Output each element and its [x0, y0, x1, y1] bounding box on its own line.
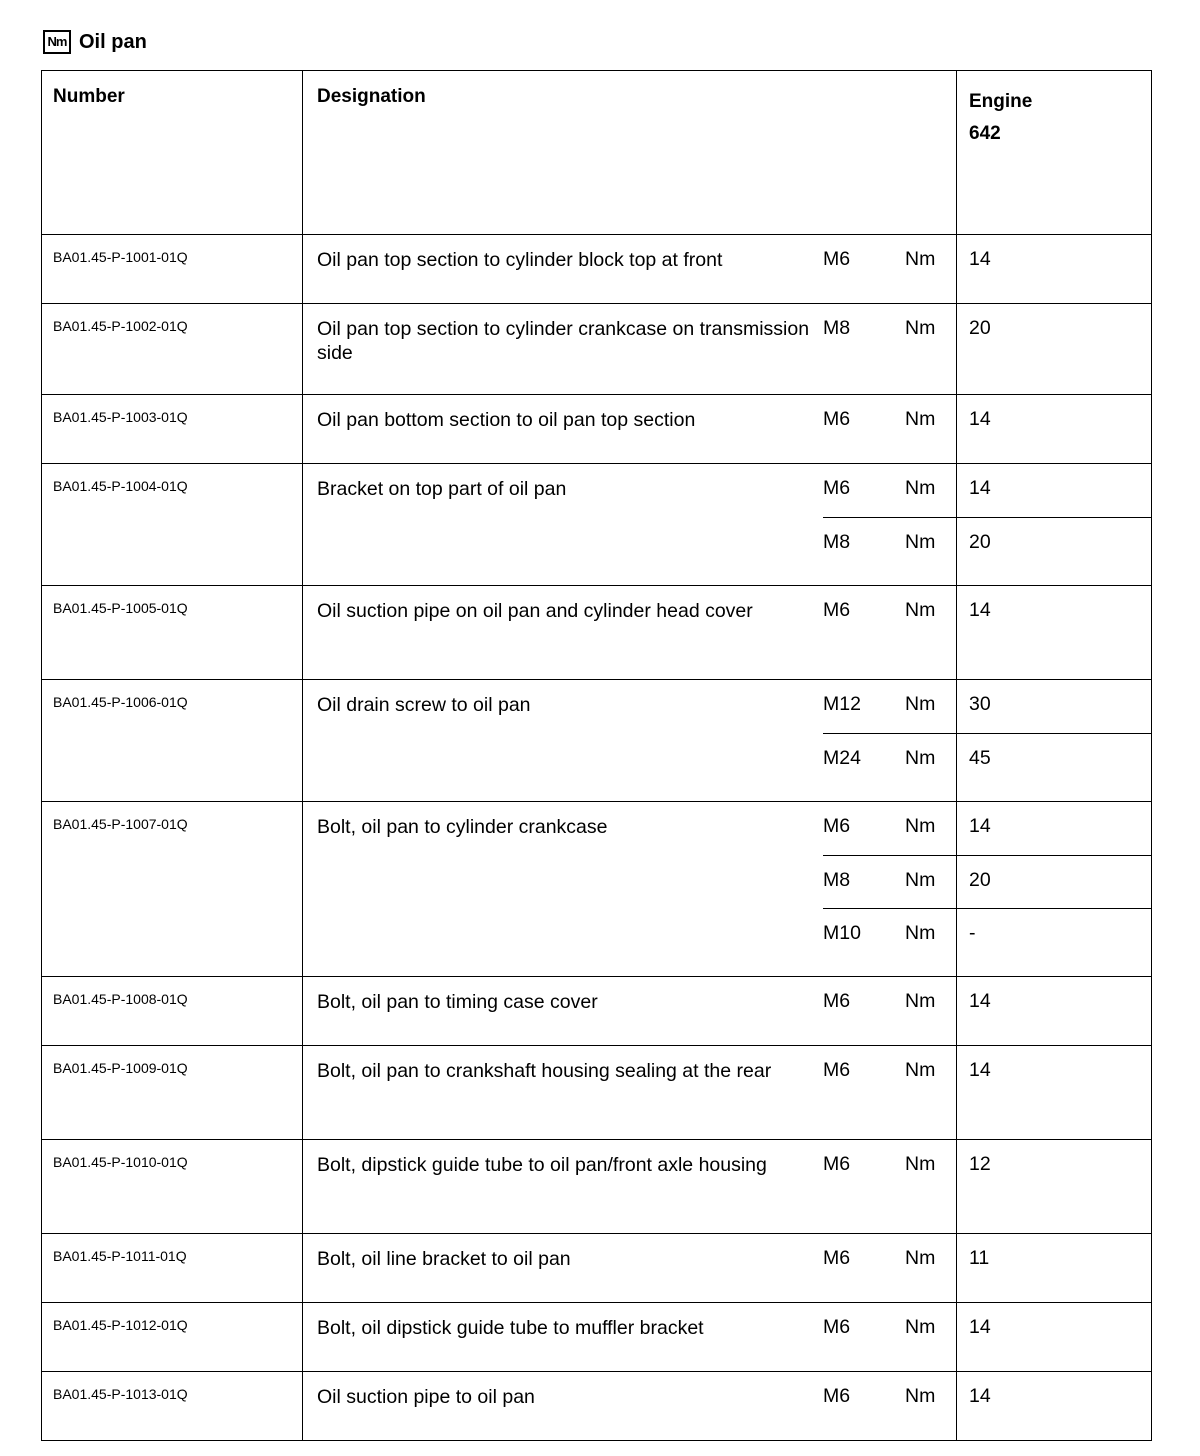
- spec-line: [823, 908, 956, 961]
- row-number: BA01.45-P-1003-01Q: [42, 395, 303, 464]
- page-title: [43, 27, 147, 57]
- row-designation-cell: [303, 1372, 957, 1441]
- row-engine-cell: [957, 1303, 1152, 1372]
- row-designation-cell: [303, 1234, 957, 1303]
- row-designation: Oil pan top section to cylinder block top at front: [317, 249, 723, 271]
- torque-unit: Nm: [905, 1247, 936, 1269]
- spec-line: [823, 855, 956, 908]
- torque-value: 20: [957, 855, 1151, 908]
- torque-value: 30: [969, 693, 991, 715]
- spec-line: [823, 517, 956, 570]
- spec-line: [823, 1140, 956, 1193]
- torque-value: 14: [969, 599, 991, 621]
- thread-size: M6: [823, 1316, 851, 1338]
- thread-size: M6: [823, 815, 851, 837]
- torque-unit: Nm: [905, 1153, 936, 1175]
- header-engine-model: 642: [969, 123, 1001, 144]
- row-designation-cell: [303, 586, 957, 680]
- torque-value: 14: [969, 815, 991, 837]
- row-designation-cell: [303, 1303, 957, 1372]
- header-row: [42, 71, 1152, 235]
- row-number: BA01.45-P-1012-01Q: [42, 1303, 303, 1372]
- header-engine-cell: [957, 71, 1152, 235]
- row-designation: Oil pan bottom section to oil pan top section: [317, 409, 696, 431]
- thread-size: M8: [823, 317, 851, 339]
- thread-size: M6: [823, 1247, 851, 1269]
- header-engine: Engine: [969, 91, 1033, 112]
- header-designation-cell: [303, 71, 957, 235]
- row-engine-cell: [957, 235, 1152, 304]
- row-designation: Bolt, oil line bracket to oil pan: [317, 1248, 571, 1270]
- table-row: [42, 304, 1152, 395]
- torque-unit: Nm: [905, 531, 936, 553]
- row-designation-cell: [303, 235, 957, 304]
- table-row: [42, 464, 1152, 586]
- thread-size: M6: [823, 599, 851, 621]
- thread-size: M6: [823, 990, 851, 1012]
- table-row: [42, 1140, 1152, 1234]
- header-designation: Designation: [317, 86, 426, 107]
- table-row: [42, 977, 1152, 1046]
- torque-value: 20: [969, 317, 991, 339]
- torque-unit: Nm: [905, 1316, 936, 1338]
- table-row: [42, 1234, 1152, 1303]
- row-number: BA01.45-P-1013-01Q: [42, 1372, 303, 1441]
- spec-line: [823, 977, 956, 1030]
- thread-size: M6: [823, 1059, 851, 1081]
- row-engine-cell: [957, 1234, 1152, 1303]
- row-number: BA01.45-P-1006-01Q: [42, 680, 303, 802]
- torque-table: [41, 70, 1152, 1441]
- table-row: [42, 395, 1152, 464]
- torque-unit: Nm: [905, 477, 936, 499]
- row-designation-cell: [303, 802, 957, 977]
- spec-line: [823, 1372, 956, 1425]
- spec-line: [823, 1303, 956, 1356]
- row-number: BA01.45-P-1005-01Q: [42, 586, 303, 680]
- row-designation: Oil suction pipe to oil pan: [317, 1386, 535, 1408]
- torque-value: 14: [969, 408, 991, 430]
- row-number: BA01.45-P-1008-01Q: [42, 977, 303, 1046]
- table-row: [42, 1372, 1152, 1441]
- thread-size: M24: [823, 747, 861, 769]
- torque-value: 11: [969, 1247, 990, 1269]
- spec-line: [823, 680, 956, 733]
- spec-line: [823, 235, 956, 288]
- row-engine-cell: [957, 1372, 1152, 1441]
- row-designation: Bolt, oil pan to crankshaft housing sealing at the rear: [317, 1060, 772, 1082]
- row-designation: Bolt, oil dipstick guide tube to muffler bracket: [317, 1317, 704, 1339]
- table-row: [42, 1046, 1152, 1140]
- torque-unit: Nm: [905, 317, 936, 339]
- torque-nm-icon: Nm: [43, 30, 71, 54]
- row-number: BA01.45-P-1009-01Q: [42, 1046, 303, 1140]
- row-number: BA01.45-P-1007-01Q: [42, 802, 303, 977]
- row-designation: Bolt, oil pan to timing case cover: [317, 991, 598, 1013]
- row-designation: Oil drain screw to oil pan: [317, 694, 531, 716]
- torque-unit: Nm: [905, 922, 936, 944]
- row-number: BA01.45-P-1010-01Q: [42, 1140, 303, 1234]
- title-text: Oil pan: [79, 30, 147, 53]
- row-designation: Bolt, dipstick guide tube to oil pan/front axle housing: [317, 1154, 767, 1176]
- torque-value: 45: [957, 733, 1151, 786]
- row-designation-cell: [303, 680, 957, 802]
- row-engine-cell: [957, 1046, 1152, 1140]
- torque-unit: Nm: [905, 408, 936, 430]
- row-designation-cell: [303, 395, 957, 464]
- row-designation: Bracket on top part of oil pan: [317, 478, 567, 500]
- thread-size: M6: [823, 408, 851, 430]
- row-engine-cell: [957, 680, 1152, 802]
- torque-value: 14: [969, 1316, 991, 1338]
- header-number: Number: [53, 86, 125, 107]
- spec-line: [823, 802, 956, 855]
- thread-size: M10: [823, 922, 861, 944]
- thread-size: M8: [823, 531, 851, 553]
- table-row: [42, 802, 1152, 977]
- thread-size: M6: [823, 1153, 851, 1175]
- row-designation-cell: [303, 977, 957, 1046]
- spec-line: [823, 1234, 956, 1287]
- row-number: BA01.45-P-1004-01Q: [42, 464, 303, 586]
- row-number: BA01.45-P-1011-01Q: [42, 1234, 303, 1303]
- torque-unit: Nm: [905, 1385, 936, 1407]
- row-engine-cell: [957, 586, 1152, 680]
- row-engine-cell: [957, 395, 1152, 464]
- table-row: [42, 680, 1152, 802]
- row-designation: Oil suction pipe on oil pan and cylinder head cover: [317, 600, 753, 622]
- row-engine-cell: [957, 304, 1152, 395]
- row-designation: Oil pan top section to cylinder crankcase on transmission side: [317, 318, 810, 364]
- thread-size: M6: [823, 477, 851, 499]
- torque-unit: Nm: [905, 869, 936, 891]
- row-number: BA01.45-P-1002-01Q: [42, 304, 303, 395]
- spec-line: [823, 733, 956, 786]
- torque-unit: Nm: [905, 990, 936, 1012]
- header-number-cell: [42, 71, 303, 235]
- torque-value: 14: [969, 1059, 991, 1081]
- row-engine-cell: [957, 977, 1152, 1046]
- row-engine-cell: [957, 1140, 1152, 1234]
- table-row: [42, 235, 1152, 304]
- torque-unit: Nm: [905, 248, 936, 270]
- row-designation-cell: [303, 464, 957, 586]
- torque-value: -: [957, 908, 1151, 961]
- row-designation-cell: [303, 1046, 957, 1140]
- spec-line: [823, 395, 956, 448]
- torque-unit: Nm: [905, 1059, 936, 1081]
- spec-line: [823, 1046, 956, 1099]
- thread-size: M6: [823, 248, 851, 270]
- torque-unit: Nm: [905, 693, 936, 715]
- row-designation: Bolt, oil pan to cylinder crankcase: [317, 816, 608, 838]
- torque-unit: Nm: [905, 599, 936, 621]
- table-row: [42, 1303, 1152, 1372]
- row-designation-cell: [303, 1140, 957, 1234]
- spec-line: [823, 586, 956, 639]
- torque-value: 14: [969, 248, 991, 270]
- thread-size: M8: [823, 869, 851, 891]
- torque-unit: Nm: [905, 815, 936, 837]
- spec-line: [823, 304, 956, 357]
- torque-value: 14: [969, 477, 991, 499]
- thread-size: M6: [823, 1385, 851, 1407]
- thread-size: M12: [823, 693, 861, 715]
- row-engine-cell: [957, 464, 1152, 586]
- row-designation-cell: [303, 304, 957, 395]
- row-engine-cell: [957, 802, 1152, 977]
- torque-unit: Nm: [905, 747, 936, 769]
- torque-value: 20: [957, 517, 1151, 570]
- torque-value: 14: [969, 990, 991, 1012]
- row-number: BA01.45-P-1001-01Q: [42, 235, 303, 304]
- spec-line: [823, 464, 956, 517]
- torque-value: 14: [969, 1385, 991, 1407]
- torque-value: 12: [969, 1153, 991, 1175]
- table-row: [42, 586, 1152, 680]
